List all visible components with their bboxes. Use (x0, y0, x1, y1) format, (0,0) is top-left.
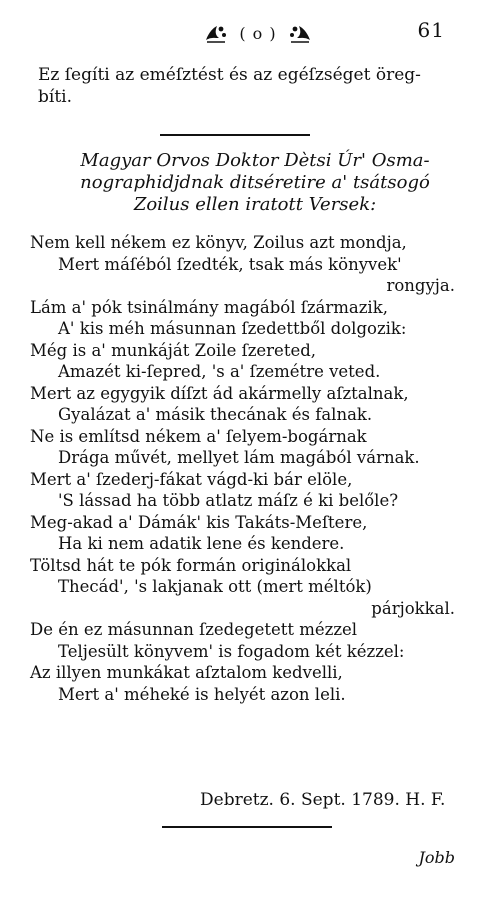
catchword: Jobb (418, 848, 455, 867)
poem-line: Mert a' ſzederj-fákat vágd-ki bár elöle, (30, 469, 353, 489)
floral-ornament-icon (287, 22, 313, 44)
poem-title (30, 150, 480, 216)
title-line-2: nographidjdnak ditséretire a' tsátsogó (80, 172, 430, 193)
page-number: 61 (417, 18, 445, 42)
poem-line: Amazét ki-ſepred, 's a' ſzemétre veted. (58, 362, 381, 381)
poem-line: Gyalázat a' másik thecának és falnak. (58, 405, 373, 424)
title-line-1: Magyar Orvos Doktor Dètsi Úr' Osma- (80, 150, 430, 171)
title-line-3: Zoilus ellen iratott Versek: (133, 194, 377, 215)
header-mark: ( o ) (239, 23, 277, 43)
poem-line: Drága művét, mellyet lám magából várnak. (58, 448, 420, 467)
poem-line: Mert a' méheké is helyét azon leli. (58, 684, 346, 704)
divider-rule (162, 826, 332, 828)
poem-line: A' kis méh másunnan ſzedettből dolgozik: (58, 319, 407, 338)
poem-line: Thecád', 's lakjanak ott (mert méltók) (58, 577, 372, 596)
page-header (178, 18, 338, 48)
poem-line: Teljesült könyvem' is fogadom két kézzel: (58, 641, 405, 661)
poem-line: Töltsd hát te pók formán originálokkal (30, 555, 352, 575)
poem-line: Ne is említsd nékem a' ſelyem-bogárnak (30, 426, 367, 446)
poem-line: Ha ki nem adatik lene és kendere. (58, 534, 345, 553)
divider-rule (160, 134, 310, 136)
poem-line: Mert máſéból ſzedték, tsak más könyvek' (58, 254, 402, 274)
floral-ornament-icon (203, 22, 229, 44)
signature-line: Debretz. 6. Sept. 1789. H. F. (200, 790, 446, 810)
poem-line: De én ez másunnan ſzedegetett mézzel (30, 620, 358, 639)
intro-line-1: Ez ſegíti az eméſztést és az egéſzséget öreg- (38, 65, 421, 85)
poem-line: Nem kell nékem ez könyv, Zoilus azt mondja, (30, 233, 407, 252)
poem-line: párjokkal. (371, 598, 455, 618)
poem-line: Mert az egygyik díſzt ád akármelly aſztalnak, (30, 383, 409, 403)
poem-line: Még is a' munkáját Zoile ſzereted, (30, 340, 317, 360)
poem-line: 'S lássad ha több atlatz máſz é ki belőle? (58, 491, 399, 510)
poem-line: Az illyen munkákat aſztalom kedvelli, (30, 663, 343, 682)
intro-line-2: bíti. (38, 87, 72, 107)
intro-text (38, 64, 468, 108)
poem-line: Meg-akad a' Dámák' kis Takáts-Meſtere, (30, 512, 368, 532)
poem-body (30, 232, 475, 705)
poem-line: Lám a' pók tsinálmány magából ſzármazik, (30, 297, 388, 317)
poem-line: rongyja. (386, 276, 455, 295)
